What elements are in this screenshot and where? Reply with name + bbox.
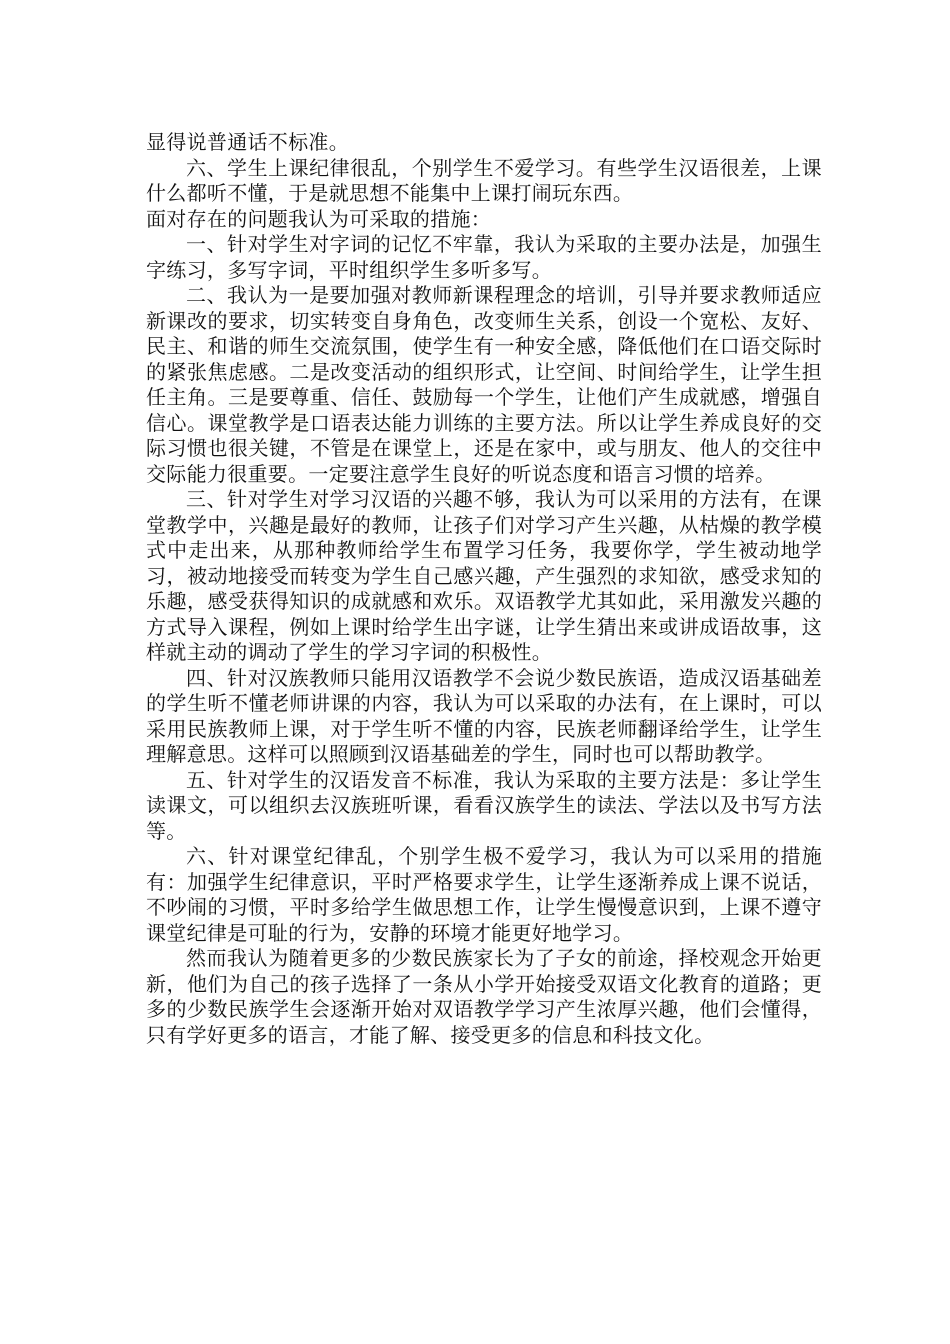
paragraph-measure-6: 六、针对课堂纪律乱，个别学生极不爱学习，我认为可以采用的措施有：加强学生纪律意识，平时严格要求学生，让学生逐渐养成上课不说话，不吵闹的习惯，平时多给学生做思想工作，让学生慢慢意识到，上课不遵守课堂纪律是可耻的行为，安静的环境才能更好地学习。: [146, 844, 822, 945]
paragraph-conclusion: 然而我认为随着更多的少数民族家长为了子女的前途，择校观念开始更新，他们为自己的孩子选择了一条从小学开始接受双语文化教育的道路；更多的少数民族学生会逐渐开始对双语教学学习产生浓厚兴趣，他们会懂得，只有学好更多的语言，才能了解、接受更多的信息和科技文化。: [146, 946, 822, 1047]
paragraph-measure-2: 二、我认为一是要加强对教师新课程理念的培训，引导并要求教师适应新课改的要求，切实转变自身角色，改变师生关系，创设一个宽松、友好、民主、和谐的师生交流氛围，使学生有一种安全感，降低他们在口语交际时的紧张焦虑感。二是改变活动的组织形式，让空间、时间给学生，让学生担任主角。三是要尊重、信任、鼓励每一个学生，让他们产生成就感，增强自信心。课堂教学是口语表达能力训练的主要方法。所以让学生养成良好的交际习惯也很关键，不管是在课堂上，还是在家中，或与朋友、他人的交往中交际能力很重要。一定要注意学生良好的听说态度和语言习惯的培养。: [146, 283, 822, 486]
paragraph-problem-6: 六、学生上课纪律很乱，个别学生不爱学习。有些学生汉语很差，上课什么都听不懂，于是就思想不能集中上课打闹玩东西。: [146, 155, 822, 205]
paragraph-measure-3: 三、针对学生对学习汉语的兴趣不够，我认为可以采用的方法有，在课堂教学中，兴趣是最好的教师，让孩子们对学习产生兴趣，从枯燥的教学模式中走出来，从那种教师给学生布置学习任务，我要你学，学生被动地学习，被动地接受而转变为学生自己感兴趣，产生强烈的求知欲，感受求知的乐趣，感受获得知识的成就感和欢乐。双语教学尤其如此，采用激发兴趣的方式导入课程，例如上课时给学生出字谜，让学生猜出来或讲成语故事，这样就主动的调动了学生的学习字词的积极性。: [146, 487, 822, 664]
paragraph-continuation: 显得说普通话不标准。: [146, 130, 349, 154]
paragraph-measure-4: 四、针对汉族教师只能用汉语教学不会说少数民族语，造成汉语基础差的学生听不懂老师讲课的内容，我认为可以采取的办法有，在上课时，可以采用民族教师上课，对于学生听不懂的内容，民族老师翻译给学生，让学生理解意思。这样可以照顾到汉语基础差的学生，同时也可以帮助教学。: [146, 665, 822, 766]
paragraph-measure-5: 五、针对学生的汉语发音不标准，我认为采取的主要方法是：多让学生读课文，可以组织去汉族班听课，看看汉族学生的读法、学法以及书写方法等。: [146, 767, 822, 843]
document-body: [146, 130, 822, 1048]
paragraph-measures-heading: 面对存在的问题我认为可采取的措施：: [146, 206, 492, 231]
paragraph-measure-1: 一、针对学生对字词的记忆不牢靠，我认为采取的主要办法是，加强生字练习，多写字词，平时组织学生多听多写。: [146, 232, 822, 282]
